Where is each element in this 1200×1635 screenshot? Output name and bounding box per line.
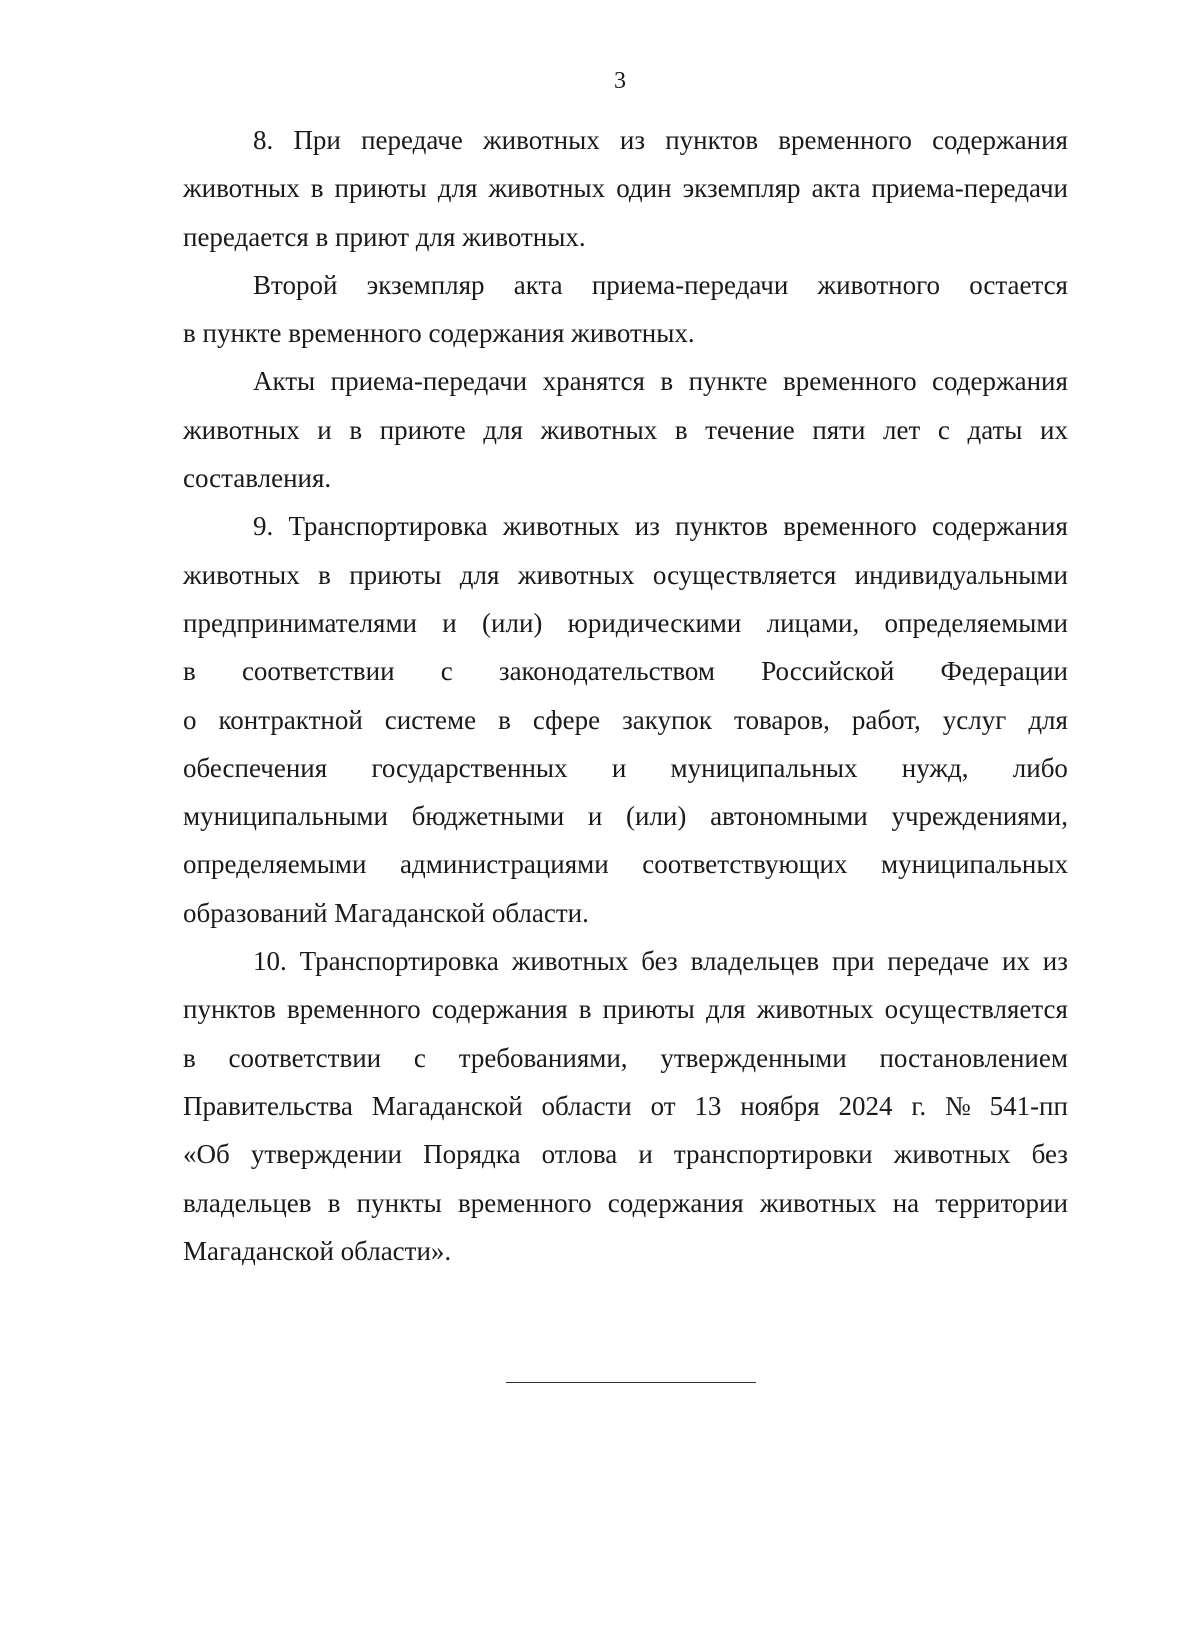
word: бюджетными xyxy=(411,801,565,832)
paragraph-p9 xyxy=(183,502,1068,937)
word: экземпляр xyxy=(366,269,485,300)
text-line xyxy=(183,647,1068,695)
word: пункте xyxy=(688,366,768,397)
word: без xyxy=(1031,1139,1068,1170)
word: приюты xyxy=(334,173,427,204)
word: в xyxy=(318,559,331,590)
word: и xyxy=(442,607,457,638)
word: осуществляется xyxy=(884,994,1068,1025)
word: временного xyxy=(287,994,421,1025)
word: администрациями xyxy=(400,849,609,880)
word: для xyxy=(1028,704,1068,735)
word: остается xyxy=(969,269,1068,300)
text-line xyxy=(183,116,1068,164)
word: осуществляется xyxy=(652,559,837,590)
word: № xyxy=(944,1090,971,1121)
word: из xyxy=(1042,946,1068,977)
text-line xyxy=(183,985,1068,1033)
word: сфере xyxy=(532,704,601,735)
word: владельцев xyxy=(690,946,820,977)
word: Второй xyxy=(253,269,338,300)
word: пунктов xyxy=(675,511,768,542)
word: нужд, xyxy=(901,752,969,783)
word: их xyxy=(1040,414,1068,445)
word: либо xyxy=(1012,752,1068,783)
text-line: передается в приют для животных. xyxy=(183,221,586,252)
word: Магаданской xyxy=(371,1090,523,1121)
word: юридическими xyxy=(567,607,742,638)
text-line xyxy=(183,502,1068,550)
text-line xyxy=(183,840,1068,888)
text-line xyxy=(183,551,1068,599)
word: определяемыми xyxy=(183,849,367,880)
word: (или) xyxy=(626,801,687,832)
word: муниципальными xyxy=(183,801,388,832)
word: о xyxy=(183,704,197,735)
word: из xyxy=(619,125,646,155)
word: животных xyxy=(759,1187,877,1218)
word: г. xyxy=(911,1090,927,1121)
word: в xyxy=(183,656,196,687)
word: для xyxy=(483,414,523,445)
word: услуг xyxy=(942,704,1007,735)
end-of-document-rule xyxy=(506,1382,756,1383)
word: даты xyxy=(967,414,1023,445)
word: транспортировки xyxy=(673,1139,873,1170)
word: и xyxy=(611,752,627,783)
word: ноября xyxy=(740,1090,820,1121)
word: из xyxy=(634,511,660,542)
word: автономными xyxy=(710,801,868,832)
word: экземпляр xyxy=(682,173,801,204)
word: 8. xyxy=(253,125,274,155)
word: контрактной xyxy=(218,704,363,735)
word: с xyxy=(413,1042,426,1073)
word: определяемыми xyxy=(884,607,1068,638)
word: их xyxy=(1001,946,1030,977)
word: в xyxy=(660,366,674,397)
word: животных xyxy=(502,511,620,542)
text-line xyxy=(183,696,1068,744)
text-line xyxy=(183,406,1068,454)
word: соответствующих xyxy=(642,849,848,880)
text-line xyxy=(183,261,1068,309)
word: животных xyxy=(540,414,658,445)
word: муниципальных xyxy=(670,752,858,783)
paragraph-p8c xyxy=(183,357,1068,502)
word: области xyxy=(541,1090,632,1121)
word: и xyxy=(587,801,603,832)
word: лицами, xyxy=(766,607,860,638)
word: временного xyxy=(782,366,917,397)
word: приюты xyxy=(602,994,695,1025)
word: владельцев xyxy=(183,1187,312,1218)
word: животных xyxy=(183,414,300,445)
paragraph-p8b xyxy=(183,261,1068,358)
word: животных xyxy=(756,994,874,1025)
document-body xyxy=(183,116,1068,1275)
word: законодательством xyxy=(498,656,715,687)
word: содержания xyxy=(607,1187,744,1218)
word: пунктов xyxy=(183,994,276,1025)
word: учреждениями, xyxy=(891,801,1068,832)
word: временного xyxy=(457,1187,592,1218)
word: акта xyxy=(811,173,861,204)
word: для xyxy=(437,173,478,204)
word: Порядка xyxy=(423,1139,521,1170)
text-line xyxy=(183,744,1068,792)
word: акта xyxy=(513,269,563,300)
word: соответствии xyxy=(228,1042,382,1073)
word: 13 xyxy=(694,1090,722,1121)
word: передаче xyxy=(887,946,990,977)
text-line xyxy=(183,937,1068,985)
word: животных xyxy=(511,946,629,977)
paragraph-p10 xyxy=(183,937,1068,1275)
text-line xyxy=(183,1130,1068,1178)
word: животных xyxy=(183,173,300,204)
word: животных xyxy=(183,559,300,590)
word: Федерации xyxy=(940,656,1068,687)
text-line: составления. xyxy=(183,463,332,494)
word: соответствии xyxy=(241,656,395,687)
word: в xyxy=(498,704,511,735)
word: государственных xyxy=(371,752,568,783)
word: приема-передачи xyxy=(591,269,789,300)
word: временного xyxy=(778,125,912,155)
word: пункты xyxy=(356,1187,442,1218)
text-line: Магаданской области». xyxy=(183,1235,452,1266)
word: закупок xyxy=(622,704,713,735)
word: (или) xyxy=(482,607,543,638)
word: временного xyxy=(783,511,917,542)
word: приема-передачи xyxy=(871,173,1068,204)
word: в xyxy=(310,173,324,204)
word: в xyxy=(349,414,363,445)
word: 10. xyxy=(253,946,287,977)
word: приюты xyxy=(349,559,442,590)
word: содержания xyxy=(932,511,1068,542)
word: в xyxy=(578,994,592,1025)
word: пунктов xyxy=(665,125,759,155)
word: содержания xyxy=(431,994,568,1025)
word: в xyxy=(327,1187,341,1218)
word: Транспортировка xyxy=(299,946,499,977)
word: и xyxy=(638,1139,653,1170)
word: требованиями, xyxy=(458,1042,628,1073)
word: для xyxy=(459,559,500,590)
word: обеспечения xyxy=(183,752,328,783)
word: работ, xyxy=(851,704,921,735)
paragraph-p8 xyxy=(183,116,1068,261)
word: с xyxy=(937,414,950,445)
word: приюте xyxy=(379,414,466,445)
word: от xyxy=(650,1090,676,1121)
word: один xyxy=(616,173,672,204)
text-line xyxy=(183,357,1068,405)
word: лет xyxy=(883,414,921,445)
text-line: образований Магаданской области. xyxy=(183,897,589,928)
word: животных xyxy=(893,1139,1011,1170)
word: течение xyxy=(705,414,795,445)
text-line xyxy=(183,1179,1068,1227)
word: пяти xyxy=(812,414,866,445)
word: муниципальных xyxy=(881,849,1068,880)
word: животных xyxy=(517,559,635,590)
text-line xyxy=(183,164,1068,212)
text-line xyxy=(183,599,1068,647)
word: без xyxy=(641,946,678,977)
word: При xyxy=(293,125,341,155)
word: «Об xyxy=(183,1139,230,1170)
word: Правительства xyxy=(183,1090,353,1121)
word: животных xyxy=(488,173,606,204)
word: животного xyxy=(817,269,940,300)
word: территории xyxy=(935,1187,1068,1218)
page-number: 3 xyxy=(614,68,626,94)
word: утвержденными xyxy=(660,1042,847,1073)
word: передаче xyxy=(361,125,463,155)
text-line xyxy=(183,1034,1068,1082)
text-line: в пункте временного содержания животных. xyxy=(183,318,695,349)
word: и xyxy=(317,414,332,445)
word: системе xyxy=(384,704,477,735)
word: при xyxy=(832,946,875,977)
word: на xyxy=(892,1187,920,1218)
word: животных xyxy=(483,125,600,155)
word: хранятся xyxy=(542,366,645,397)
word: содержания xyxy=(932,366,1068,397)
text-line xyxy=(183,1082,1068,1130)
word: постановлением xyxy=(879,1042,1068,1073)
word: 2024 xyxy=(838,1090,893,1121)
word: в xyxy=(674,414,688,445)
word: содержания xyxy=(932,125,1068,155)
word: предпринимателями xyxy=(183,607,418,638)
word: приема-передачи xyxy=(330,366,528,397)
word: 541-пп xyxy=(989,1090,1068,1121)
word: товаров, xyxy=(734,704,830,735)
text-line xyxy=(183,792,1068,840)
word: отлова xyxy=(541,1139,618,1170)
word: 9. xyxy=(253,511,274,542)
word: Акты xyxy=(253,366,316,397)
word: для xyxy=(705,994,746,1025)
word: Транспортировка xyxy=(288,511,488,542)
word: в xyxy=(183,1042,196,1073)
word: Российской xyxy=(761,656,895,687)
word: утверждении xyxy=(250,1139,402,1170)
word: индивидуальными xyxy=(854,559,1068,590)
word: с xyxy=(440,656,453,687)
